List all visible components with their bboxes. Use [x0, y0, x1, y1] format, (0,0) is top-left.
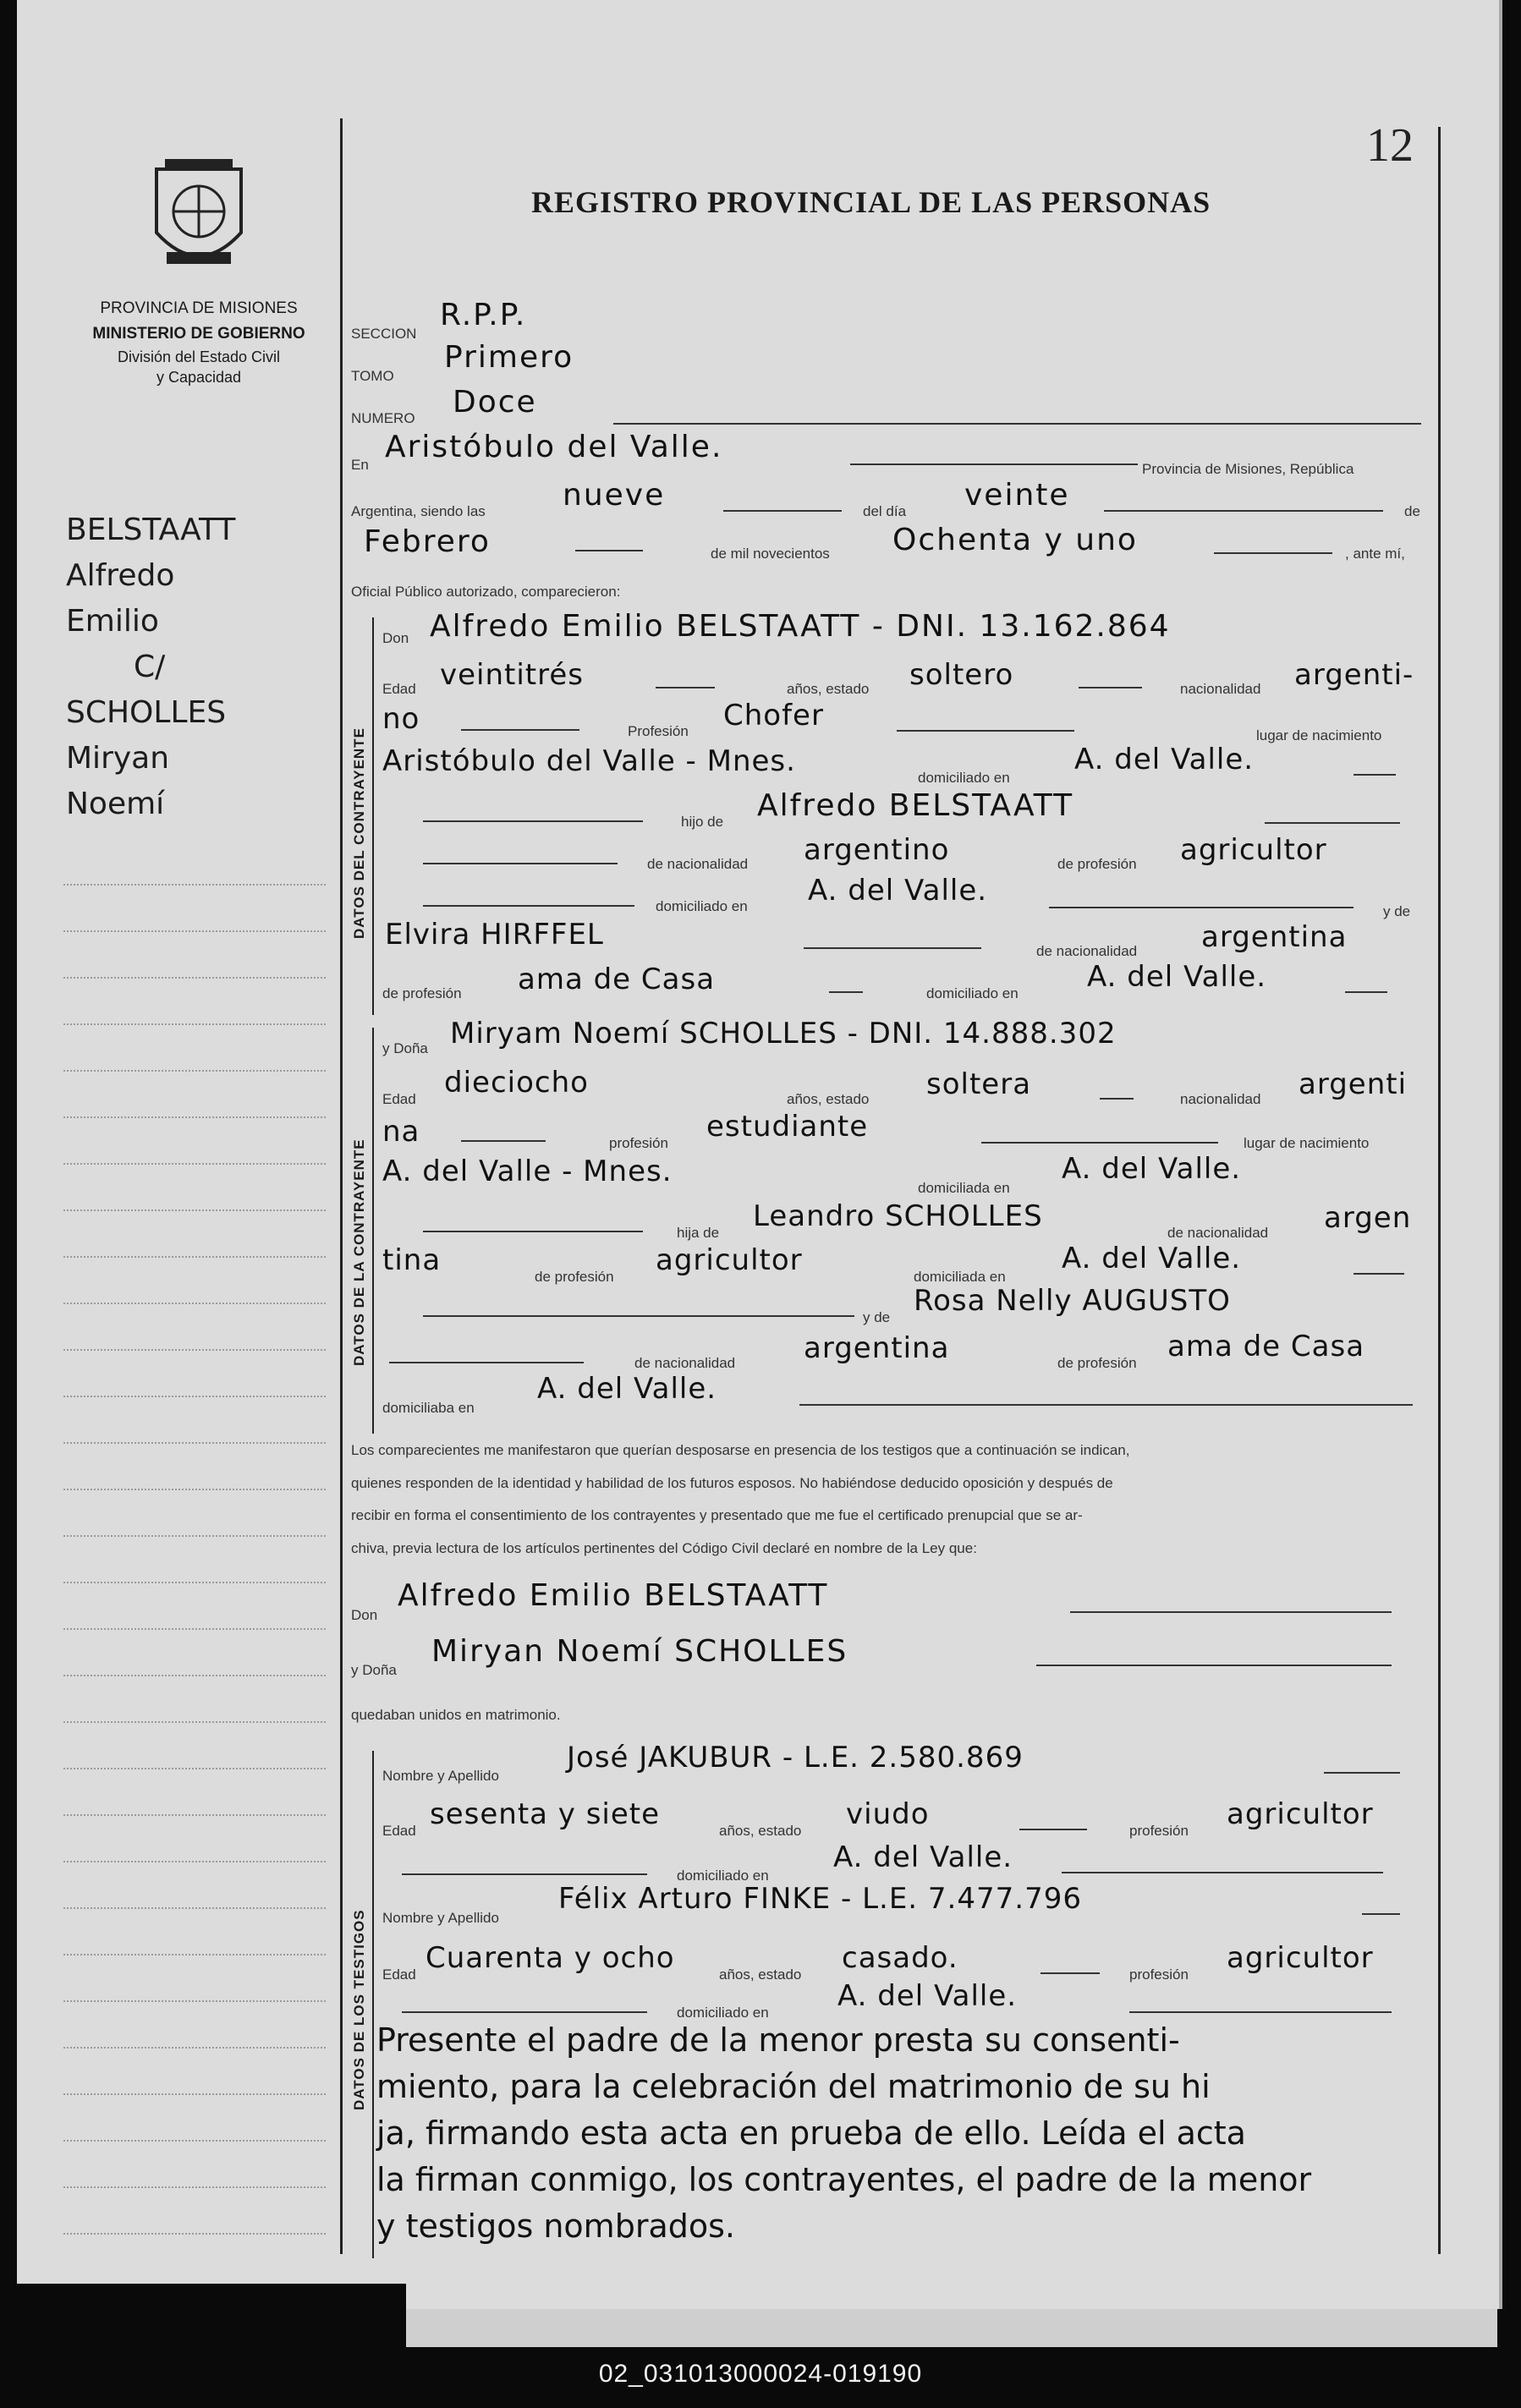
page-edge: [398, 2309, 1497, 2347]
page-shadow: [17, 2284, 406, 2408]
label-anos-estado: años, estado: [787, 681, 870, 697]
witness-2-profession: agricultor: [1227, 1941, 1374, 1975]
fill-line: [461, 729, 579, 731]
margin-rule-line: [63, 1489, 326, 1490]
label-domiciliada-2: domiciliada en: [914, 1269, 1006, 1285]
margin-rule-line: [63, 1163, 326, 1165]
bride-mother: Rosa Nelly AUGUSTO: [914, 1284, 1231, 1318]
margin-rule-line: [63, 884, 326, 886]
margin-rule-line: [63, 2140, 326, 2142]
label-ante-mi: , ante mí,: [1345, 546, 1405, 562]
margin-line: Alfredo: [66, 558, 175, 593]
label-argentina: Argentina, siendo las: [351, 503, 486, 519]
margin-rule-line: [63, 1954, 326, 1955]
label-y-dona: y Doña: [382, 1040, 428, 1056]
fill-line: [1036, 1665, 1392, 1666]
label-lugar-2: lugar de nacimiento: [1244, 1135, 1370, 1151]
declaration-paragraph: [351, 1434, 1425, 1565]
margin-line: Miryan: [66, 741, 170, 776]
bride-birthplace: A. del Valle - Mnes.: [382, 1155, 673, 1188]
groom-residence: A. del Valle.: [1074, 743, 1255, 776]
fill-line: [1354, 774, 1396, 776]
fill-line: [461, 1140, 546, 1142]
groom-birthplace: Aristóbulo del Valle - Mnes.: [382, 744, 796, 778]
groom-father-residence: A. del Valle.: [808, 874, 988, 908]
label-nombre: Nombre y Apellido: [382, 1768, 499, 1784]
label-numero: NUMERO: [351, 410, 415, 426]
groom-father: Alfredo BELSTAATT: [757, 788, 1074, 823]
bride-father-nationality-1: argen: [1324, 1201, 1412, 1235]
side-label-witnesses: DATOS DE LOS TESTIGOS: [351, 1909, 367, 2110]
label-de-profesion-2: de profesión: [382, 985, 462, 1001]
margin-rule-line: [63, 1721, 326, 1723]
page-title: REGISTRO PROVINCIAL DE LAS PERSONAS: [531, 185, 1211, 219]
division-line-1: División del Estado Civil: [117, 348, 281, 365]
closing-note: [376, 2017, 1434, 2250]
bride-nationality-1: argenti: [1299, 1067, 1408, 1101]
margin-line: C/: [134, 650, 166, 684]
closing-line: y testigos nombrados.: [376, 2208, 735, 2245]
label-domiciliaba: domiciliaba en: [382, 1400, 475, 1416]
label-anos-estado-2: años, estado: [787, 1091, 870, 1107]
groom-mother-nationality: argentina: [1201, 920, 1348, 954]
label-nombre-2: Nombre y Apellido: [382, 1910, 499, 1926]
label-dona: y Doña: [351, 1662, 397, 1678]
witness-2-status: casado.: [842, 1941, 958, 1975]
field-hora: nueve: [563, 478, 666, 513]
field-dia: veinte: [964, 478, 1070, 513]
fill-line: [423, 1315, 854, 1317]
label-domiciliado-4: domiciliado en: [677, 1868, 769, 1884]
field-tomo: Primero: [444, 340, 574, 375]
margin-rule-line: [63, 1070, 326, 1072]
label-nacionalidad: nacionalidad: [1180, 681, 1261, 697]
label-edad: Edad: [382, 681, 416, 697]
closing-line: miento, para la celebración del matrimonio de su hi: [376, 2068, 1211, 2105]
bride-mother-residence: A. del Valle.: [537, 1372, 717, 1406]
margin-rule-line: [63, 1209, 326, 1211]
image-caption: 02_031013000024-019190: [598, 2360, 923, 2388]
label-y-de-2: y de: [863, 1309, 891, 1325]
label-y-de: y de: [1383, 903, 1411, 919]
label-tomo: TOMO: [351, 368, 394, 384]
label-anos-estado-4: años, estado: [719, 1966, 802, 1983]
fill-line: [656, 687, 715, 688]
margin-rule-line: [63, 1303, 326, 1304]
fill-line: [981, 1142, 1218, 1144]
groom-nationality-2: no: [382, 702, 420, 736]
left-border: [340, 118, 343, 2254]
fill-line: [829, 991, 863, 993]
margin-rule-line: [63, 2093, 326, 2095]
fill-line: [1049, 907, 1354, 908]
groom-mother: Elvira HIRFFEL: [385, 918, 604, 952]
margin-rule-line: [63, 1907, 326, 1909]
bride-father-residence: A. del Valle.: [1062, 1242, 1242, 1275]
label-de-nacionalidad-4: de nacionalidad: [634, 1355, 736, 1371]
margin-rule-line: [63, 2233, 326, 2235]
witness-2-name: Félix Arturo FINKE - L.E. 7.477.796: [558, 1882, 1082, 1916]
bride-residence: A. del Valle.: [1062, 1152, 1242, 1186]
label-edad-3: Edad: [382, 1823, 416, 1839]
label-don: Don: [382, 630, 409, 646]
province-name: PROVINCIA DE MISIONES: [100, 299, 298, 317]
field-anio: Ochenta y uno: [892, 523, 1138, 557]
fill-line: [1019, 1829, 1087, 1830]
fill-line: [1129, 2011, 1392, 2013]
fill-line: [402, 2011, 647, 2013]
section-border-witness: [372, 1751, 374, 2258]
declared-bride: Miryan Noemí SCHOLLES: [431, 1634, 848, 1669]
fill-line: [1214, 552, 1332, 554]
label-lugar: lugar de nacimiento: [1256, 727, 1382, 743]
margin-rule-line: [63, 1628, 326, 1630]
side-label-groom: DATOS DEL CONTRAYENTE: [351, 727, 367, 939]
groom-mother-residence: A. del Valle.: [1087, 960, 1267, 994]
field-seccion: R.P.P.: [440, 298, 527, 332]
label-del-dia: del día: [863, 503, 907, 519]
margin-rule-line: [63, 1582, 326, 1583]
page-number: 12: [1366, 119, 1414, 172]
bride-father: Leandro SCHOLLES: [753, 1199, 1043, 1233]
groom-mother-profession: ama de Casa: [518, 963, 716, 996]
label-profesion-4: profesión: [1129, 1966, 1189, 1983]
label-de: de: [1404, 503, 1420, 519]
fill-line: [423, 820, 643, 822]
bride-nationality-2: na: [382, 1115, 420, 1149]
witness-1-status: viudo: [846, 1797, 930, 1831]
label-don-2: Don: [351, 1607, 378, 1623]
side-label-bride: DATOS DE LA CONTRAYENTE: [351, 1138, 367, 1366]
margin-rule-line: [63, 1442, 326, 1444]
label-de-profesion: de profesión: [1057, 856, 1137, 872]
division-line-2: y Capacidad: [156, 369, 242, 386]
label-de-nacionalidad: de nacionalidad: [647, 856, 749, 872]
margin-line: BELSTAATT: [66, 513, 236, 547]
margin-annotation: [66, 507, 235, 827]
fill-line: [423, 863, 618, 864]
label-de-profesion-3: de profesión: [535, 1269, 614, 1285]
issuer-block: [68, 296, 330, 387]
witness-2-residence: A. del Valle.: [837, 1979, 1018, 2013]
margin-rule-line: [63, 1349, 326, 1351]
witness-2-age: Cuarenta y ocho: [426, 1941, 675, 1975]
fill-line: [1062, 1872, 1383, 1873]
groom-status: soltero: [909, 658, 1014, 692]
bride-mother-nationality: argentina: [804, 1331, 950, 1365]
fill-line: [1354, 1273, 1404, 1275]
province-seal-icon: [140, 152, 258, 279]
fill-line: [1362, 1913, 1400, 1915]
label-de-nacionalidad-3: de nacionalidad: [1167, 1225, 1269, 1241]
declared-groom: Alfredo Emilio BELSTAATT: [398, 1578, 829, 1613]
section-border-groom: [372, 617, 374, 1015]
label-de-nacionalidad-2: de nacionalidad: [1036, 943, 1138, 959]
margin-rule-line: [63, 2000, 326, 2002]
bride-name: Miryam Noemí SCHOLLES - DNI. 14.888.302: [450, 1017, 1117, 1050]
label-hija: hija de: [677, 1225, 720, 1241]
fill-line: [1104, 510, 1383, 512]
witness-1-profession: agricultor: [1227, 1797, 1374, 1831]
margin-line: Noemí: [66, 787, 165, 821]
margin-rule-line: [63, 1814, 326, 1816]
fill-line: [402, 1873, 647, 1875]
fill-line: [613, 423, 1421, 425]
declaration-line: chiva, previa lectura de los artículos pertinentes del Código Civil declaré en nombre de la Ley que:: [351, 1539, 977, 1556]
fill-line: [1265, 822, 1400, 824]
section-border-bride: [372, 1028, 374, 1434]
groom-age: veintitrés: [440, 658, 585, 692]
margin-rule-line: [63, 1116, 326, 1118]
label-profesion-2: profesión: [609, 1135, 668, 1151]
margin-rule-line: [63, 1535, 326, 1537]
closing-line: ja, firmando esta acta en prueba de ello. Leída el acta: [376, 2115, 1246, 2152]
groom-profession: Chofer: [723, 699, 824, 732]
groom-nationality-1: argenti-: [1294, 658, 1414, 692]
label-anos-estado-3: años, estado: [719, 1823, 802, 1839]
field-numero: Doce: [453, 385, 537, 420]
label-quedaban: quedaban unidos en matrimonio.: [351, 1707, 561, 1723]
witness-1-name: José JAKUBUR - L.E. 2.580.869: [567, 1741, 1024, 1774]
bride-father-profession: agricultor: [656, 1243, 803, 1277]
bride-profession: estudiante: [706, 1110, 869, 1144]
fill-line: [1070, 1611, 1392, 1613]
margin-rule-line: [63, 977, 326, 979]
fill-line: [799, 1404, 1413, 1406]
groom-father-profession: agricultor: [1180, 833, 1327, 867]
fill-line: [389, 1362, 584, 1363]
fill-line: [423, 1231, 643, 1232]
fill-line: [804, 947, 981, 949]
margin-rule-line: [63, 930, 326, 932]
field-mes: Febrero: [364, 524, 491, 559]
margin-line: Emilio: [66, 604, 159, 639]
bride-age: dieciocho: [444, 1066, 589, 1100]
margin-rule-line: [63, 1023, 326, 1025]
fill-line: [1345, 991, 1387, 993]
fill-line: [423, 905, 634, 907]
label-edad-4: Edad: [382, 1966, 416, 1983]
fill-line: [1100, 1098, 1134, 1100]
witness-1-residence: A. del Valle.: [833, 1840, 1013, 1874]
ministry-name: MINISTERIO DE GOBIERNO: [92, 325, 305, 343]
margin-rule-line: [63, 1861, 326, 1862]
label-profesion-3: profesión: [1129, 1823, 1189, 1839]
label-domiciliado-2: domiciliado en: [656, 898, 748, 914]
bride-father-nationality-2: tina: [382, 1243, 442, 1277]
margin-rule-line: [63, 1256, 326, 1258]
bride-status: soltera: [926, 1067, 1032, 1101]
label-hijo: hijo de: [681, 814, 724, 830]
bride-mother-profession: ama de Casa: [1167, 1330, 1365, 1363]
closing-line: Presente el padre de la menor presta su consenti-: [376, 2021, 1180, 2059]
declaration-line: quienes responden de la identidad y habilidad de los futuros esposos. No habiéndose deducido oposición y después de: [351, 1474, 1113, 1491]
fill-line: [723, 510, 842, 512]
margin-rule-line: [63, 1768, 326, 1769]
label-seccion: SECCION: [351, 326, 417, 342]
label-provincia: Provincia de Misiones, República: [1142, 461, 1354, 477]
fill-line: [575, 550, 643, 551]
field-lugar: Aristóbulo del Valle.: [385, 430, 723, 464]
label-domiciliado: domiciliado en: [918, 770, 1010, 786]
groom-name: Alfredo Emilio BELSTAATT - DNI. 13.162.864: [430, 609, 1171, 644]
fill-line: [850, 463, 1138, 465]
witness-1-age: sesenta y siete: [430, 1797, 661, 1831]
closing-line: la firman conmigo, los contrayentes, el padre de la menor: [376, 2161, 1312, 2198]
label-oficial: Oficial Público autorizado, comparecieron:: [351, 584, 621, 600]
label-nacionalidad-2: nacionalidad: [1180, 1091, 1261, 1107]
margin-rule-line: [63, 2186, 326, 2188]
margin-rule-line: [63, 1396, 326, 1397]
fill-line: [1079, 687, 1142, 688]
margin-rule-line: [63, 1675, 326, 1676]
label-domiciliada: domiciliada en: [918, 1180, 1010, 1196]
label-de-profesion-4: de profesión: [1057, 1355, 1137, 1371]
label-profesion: Profesión: [628, 723, 689, 739]
margin-rule-line: [63, 2047, 326, 2049]
fill-line: [1041, 1972, 1100, 1974]
label-domiciliado-5: domiciliado en: [677, 2005, 769, 2021]
fill-line: [897, 730, 1074, 732]
groom-father-nationality: argentino: [804, 833, 950, 867]
fill-line: [1324, 1772, 1400, 1774]
label-domiciliado-3: domiciliado en: [926, 985, 1019, 1001]
label-en: En: [351, 457, 369, 473]
margin-line: SCHOLLES: [66, 695, 227, 730]
declaration-line: recibir en forma el consentimiento de los contrayentes y presentado que me fue el certificado prenupcial que se ar-: [351, 1507, 1083, 1523]
label-de-mil: de mil novecientos: [711, 546, 830, 562]
right-border: [1438, 127, 1441, 2254]
declaration-line: Los comparecientes me manifestaron que querían desposarse en presencia de los testigos que a continuación se indican,: [351, 1442, 1130, 1458]
label-edad-2: Edad: [382, 1091, 416, 1107]
